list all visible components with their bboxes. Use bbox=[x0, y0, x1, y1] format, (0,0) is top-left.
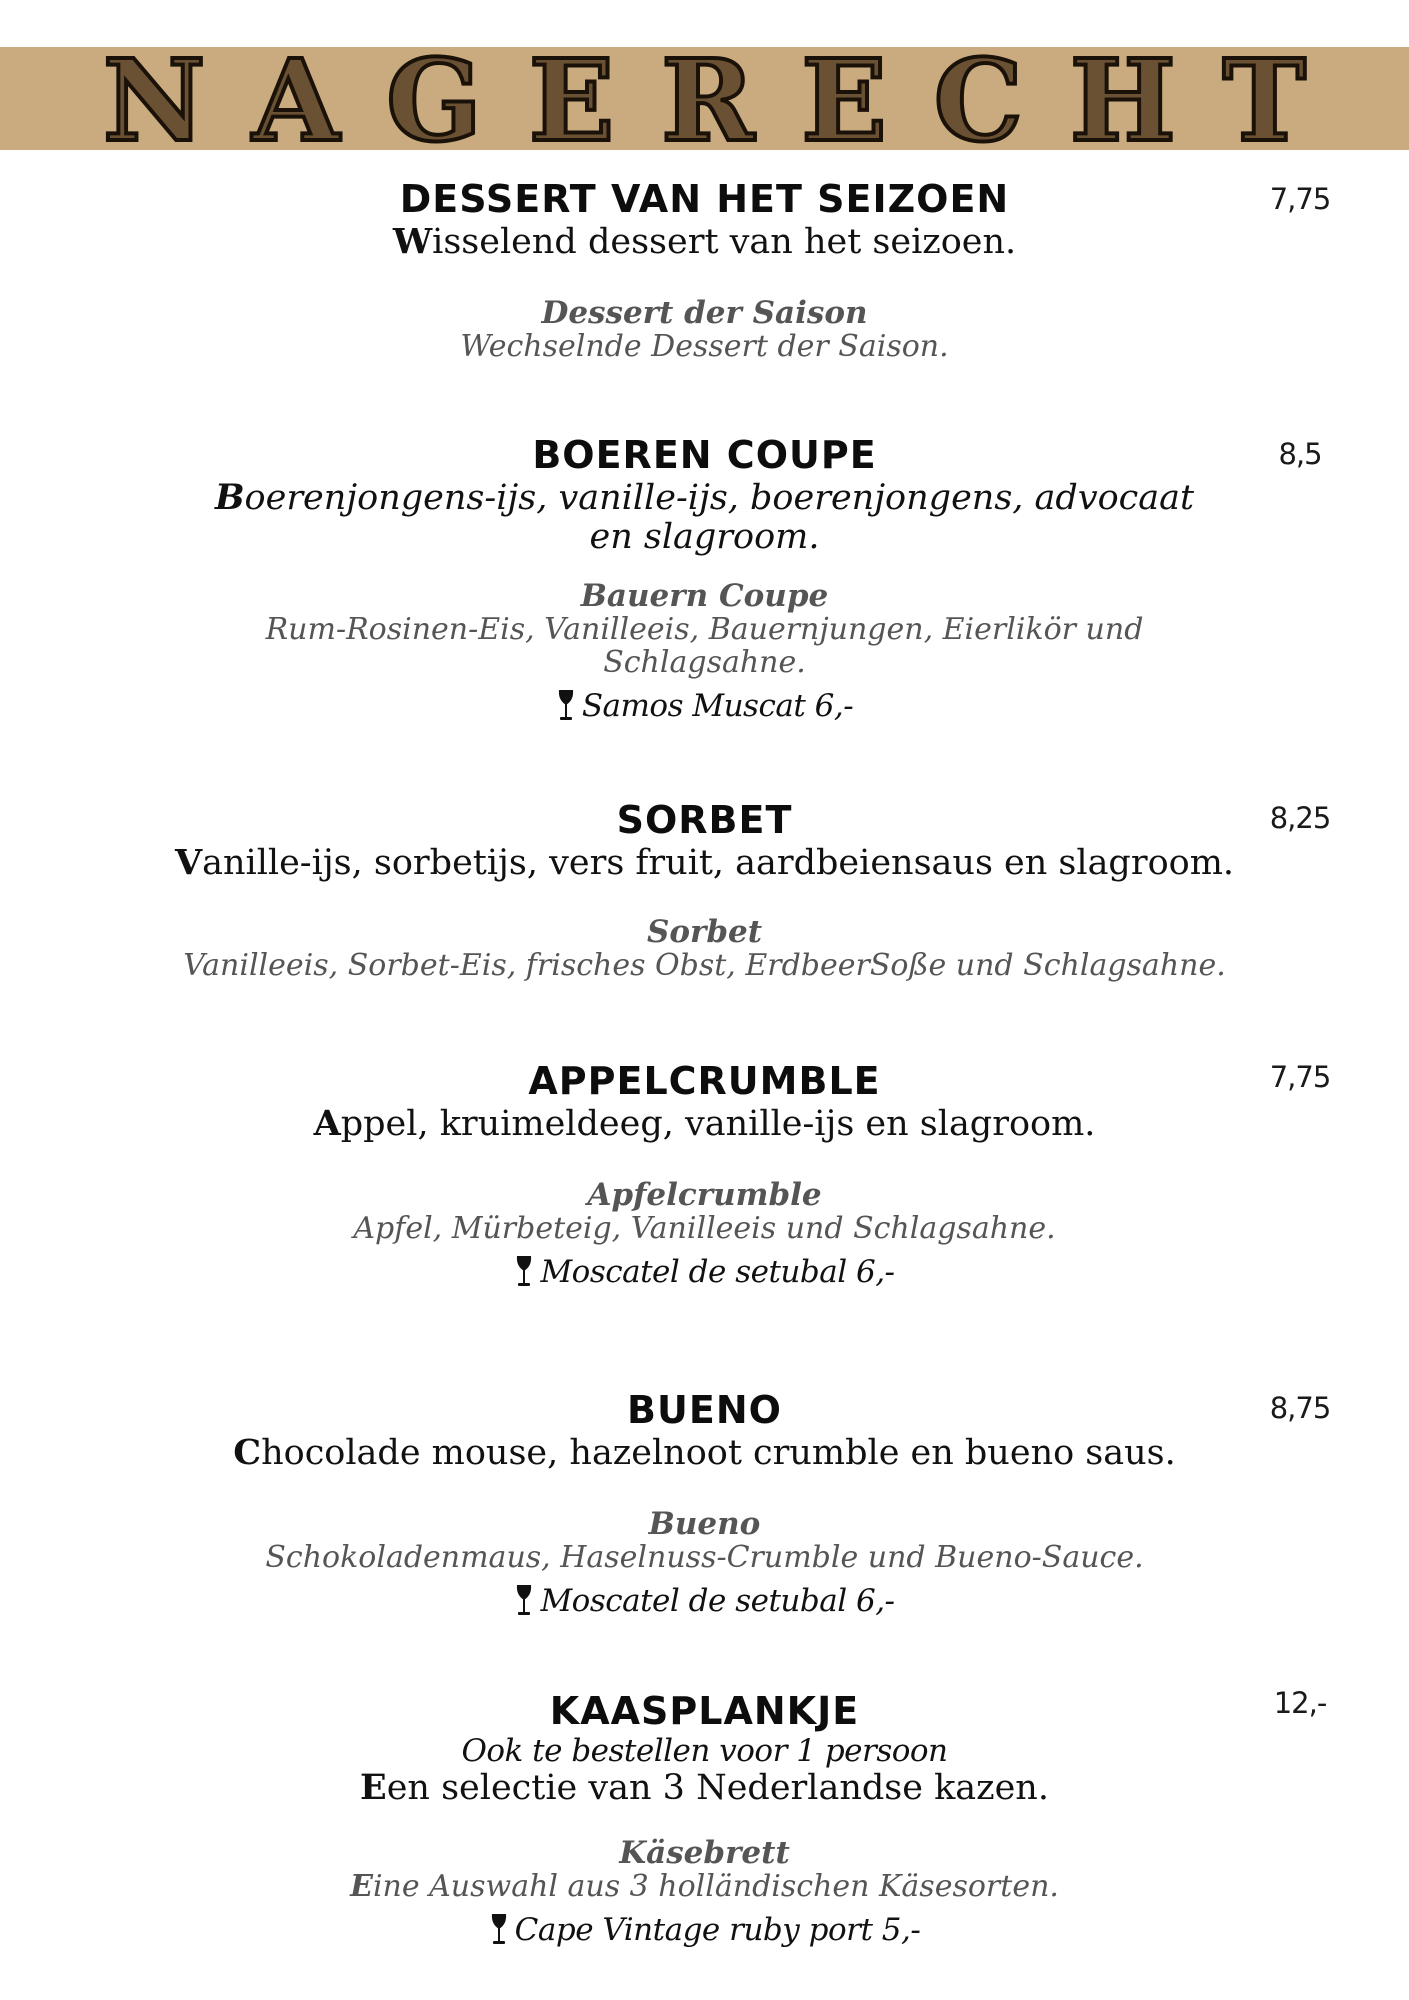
item-description-nl bbox=[0, 1104, 1409, 1144]
item-name: BOEREN COUPE bbox=[532, 433, 877, 477]
item-description-de-initial: E bbox=[350, 1869, 373, 1904]
item-description-de: Schokoladenmaus, Haselnuss-Crumble und Bueno-Sauce. bbox=[265, 1540, 1144, 1575]
item-description-de bbox=[0, 1870, 1409, 1903]
wine-pairing bbox=[0, 687, 1409, 732]
page-title: NAGERECHT bbox=[102, 36, 1354, 167]
wine-pairing bbox=[0, 1911, 1409, 1956]
wine-pairing bbox=[0, 1582, 1409, 1627]
item-name: DESSERT VAN HET SEIZOEN bbox=[399, 177, 1010, 221]
wine-pairing-text: Moscatel de setubal 6,- bbox=[540, 1583, 895, 1619]
menu-item-kaasplankje bbox=[0, 1688, 1409, 1956]
item-note: Ook te bestellen voor 1 persoon bbox=[461, 1733, 948, 1769]
item-description-text: en selectie van 3 Nederlandse kazen. bbox=[386, 1768, 1049, 1808]
item-description-nl bbox=[0, 478, 1409, 557]
item-description-nl bbox=[0, 1433, 1409, 1473]
item-description-initial: E bbox=[360, 1767, 387, 1808]
menu-item-sorbet bbox=[0, 797, 1409, 982]
item-description-initial: V bbox=[174, 842, 203, 883]
item-name-de: Bueno bbox=[648, 1506, 761, 1542]
item-name: KAASPLANKJE bbox=[549, 1689, 860, 1733]
menu-item-boeren-coupe bbox=[0, 432, 1409, 732]
item-price: 7,75 bbox=[1269, 1060, 1331, 1094]
item-description-de: Rum-Rosinen-Eis, Vanilleeis, Bauernjungen, Eierlikör und Schlagsahne. bbox=[265, 612, 1144, 680]
wine-glass-icon bbox=[514, 1255, 534, 1289]
wine-pairing-text: Samos Muscat 6,- bbox=[581, 688, 854, 724]
item-description-text: hocolade mouse, hazelnoot crumble en bueno saus. bbox=[261, 1433, 1176, 1473]
item-price: 12,- bbox=[1273, 1686, 1327, 1720]
wine-glass-icon bbox=[556, 689, 576, 723]
item-name-de: Sorbet bbox=[646, 914, 763, 950]
item-price: 8,75 bbox=[1269, 1391, 1331, 1425]
item-name: BUENO bbox=[627, 1388, 782, 1432]
item-price: 8,25 bbox=[1269, 801, 1331, 835]
item-name-de: Käsebrett bbox=[619, 1835, 790, 1871]
item-description-de: Wechselnde Dessert der Saison. bbox=[460, 329, 949, 364]
wine-glass-icon bbox=[489, 1913, 509, 1947]
wine-pairing-text: Cape Vintage ruby port 5,- bbox=[514, 1912, 921, 1948]
item-name: APPELCRUMBLE bbox=[528, 1059, 881, 1103]
item-description-initial: C bbox=[233, 1432, 262, 1473]
wine-glass-icon bbox=[514, 1584, 534, 1618]
item-description-text: ppel, kruimeldeeg, vanille-ijs en slagroom. bbox=[340, 1104, 1096, 1144]
item-description-initial: A bbox=[313, 1103, 341, 1144]
item-name-de: Apfelcrumble bbox=[587, 1177, 822, 1213]
item-description-nl bbox=[0, 222, 1409, 262]
item-description-nl bbox=[0, 843, 1409, 883]
item-description-initial: W bbox=[392, 221, 433, 262]
menu-item-bueno bbox=[0, 1387, 1409, 1627]
item-description-initial: B bbox=[214, 477, 245, 518]
item-description-nl bbox=[0, 1768, 1409, 1808]
item-price: 7,75 bbox=[1269, 182, 1331, 216]
item-description-text: isselend dessert van het seizoen. bbox=[432, 222, 1017, 262]
item-name-de: Bauern Coupe bbox=[580, 578, 829, 614]
item-name-de: Dessert der Saison bbox=[541, 295, 868, 331]
item-description-de: Vanilleeis, Sorbet-Eis, frisches Obst, ErdbeerSoße und Schlagsahne. bbox=[183, 948, 1226, 983]
item-description-de-text: ine Auswahl aus 3 holländischen Käsesorten. bbox=[372, 1869, 1059, 1904]
menu-item-dessert-van-het-seizoen bbox=[0, 176, 1409, 363]
item-price: 8,5 bbox=[1278, 437, 1322, 471]
item-description-text: anille-ijs, sorbetijs, vers fruit, aardbeiensaus en slagroom. bbox=[202, 843, 1235, 883]
item-name: SORBET bbox=[616, 798, 793, 842]
item-description-de: Apfel, Mürbeteig, Vanilleeis und Schlagsahne. bbox=[353, 1211, 1056, 1246]
item-description-text: oerenjongens-ijs, vanille-ijs, boerenjongens, advocaat en slagroom. bbox=[244, 478, 1195, 557]
wine-pairing-text: Moscatel de setubal 6,- bbox=[540, 1254, 895, 1290]
menu-item-appelcrumble bbox=[0, 1058, 1409, 1298]
wine-pairing bbox=[0, 1253, 1409, 1298]
